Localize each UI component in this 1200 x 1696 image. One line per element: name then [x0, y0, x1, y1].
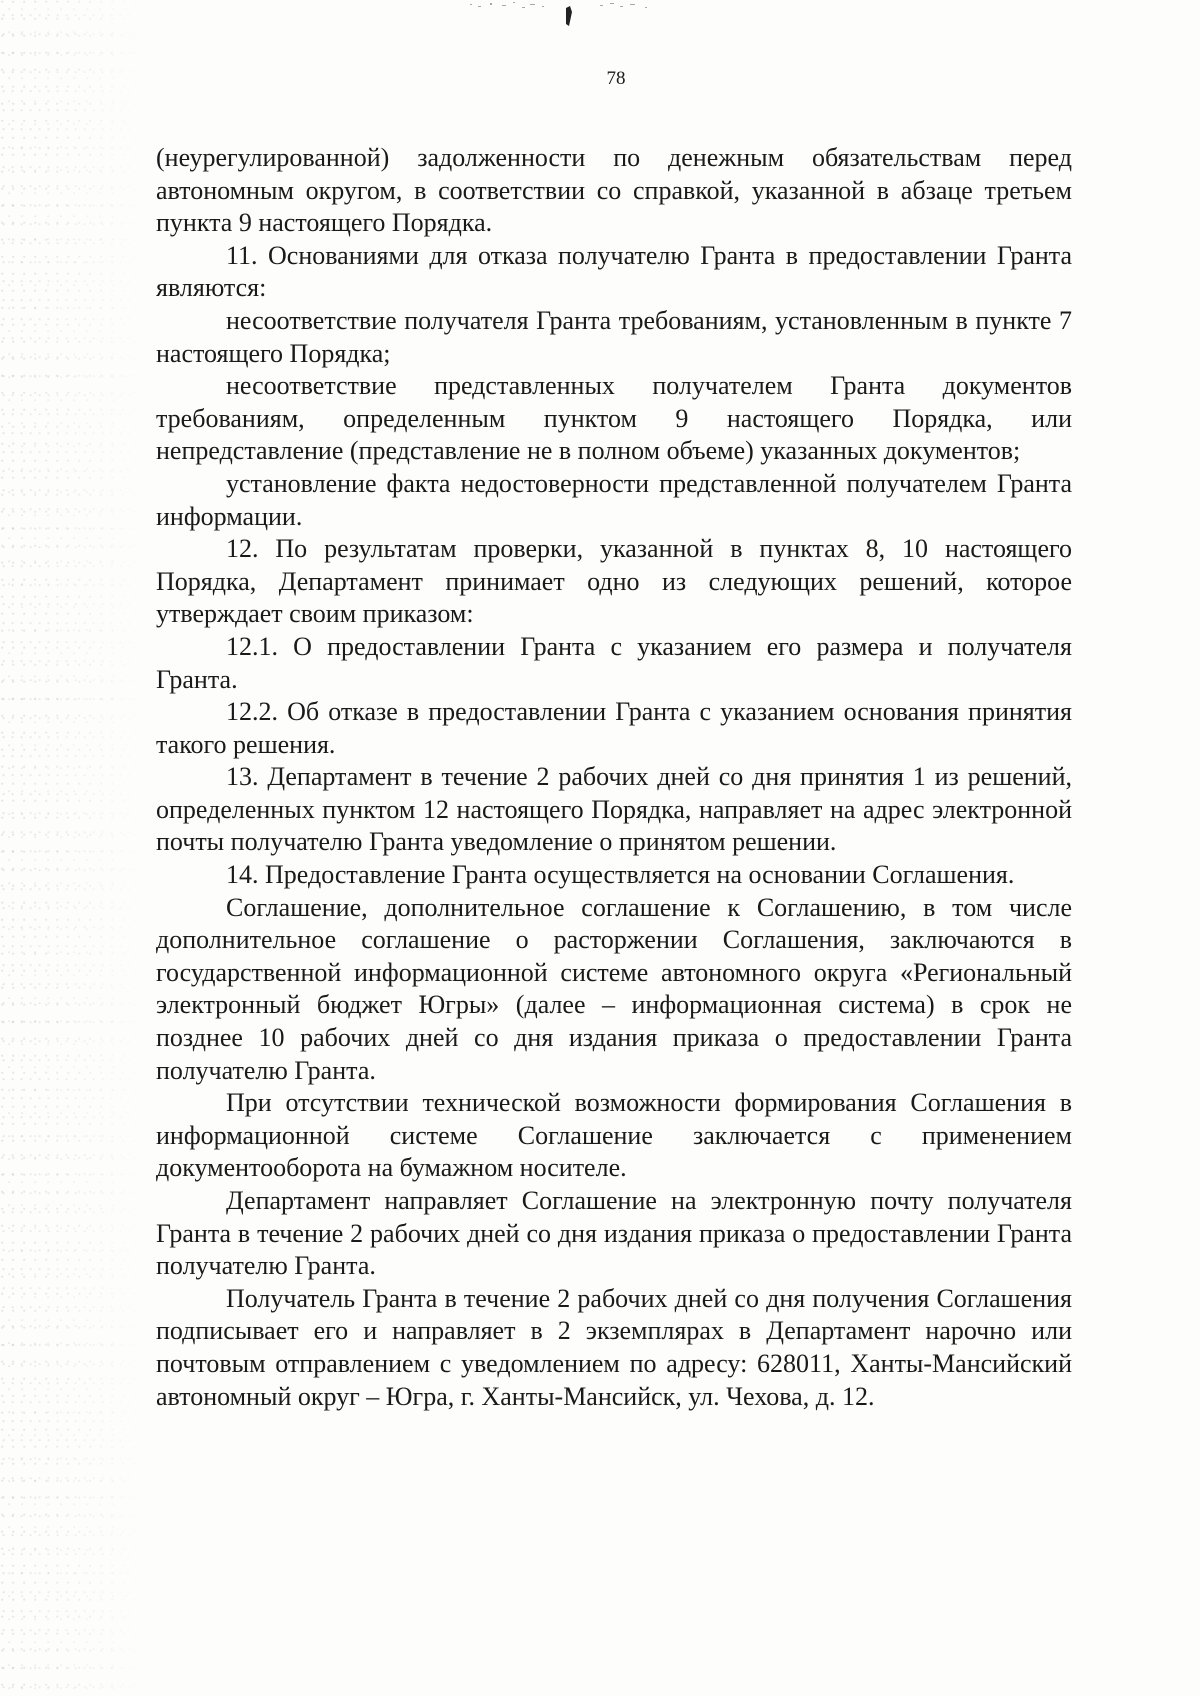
- scan-top-noise: [450, 0, 750, 30]
- document-body: [156, 142, 1072, 1413]
- paragraph: Соглашение, дополнительное соглашение к Соглашению, в том числе дополнительное соглашение о расторжении Соглашения, заключаются в государственной информационной системе автономного округа «Региональный электронный бюджет Югры» (далее – информационная система) в срок не позднее 10 рабочих дней со дня издания приказа о предоставлении Гранта получателю Гранта.: [156, 892, 1072, 1085]
- paragraph: 12. По результатам проверки, указанной в пунктах 8, 10 настоящего Порядка, Департамент принимает одно из следующих решений, которое утверждает своим приказом:: [156, 534, 1072, 629]
- paragraph: 11. Основаниями для отказа получателю Гранта в предоставлении Гранта являются:: [156, 240, 1072, 303]
- paragraph: установление факта недостоверности представленной получателем Гранта информации.: [156, 468, 1072, 531]
- paragraph: 12.2. Об отказе в предоставлении Гранта с указанием основания принятия такого решения.: [156, 697, 1072, 759]
- paragraph: несоответствие представленных получателем Гранта документов требованиям, определенным пунктом 9 настоящего Порядка, или непредставление (представление не в полном объеме) указанных документов;: [156, 371, 1072, 466]
- paragraph: 14. Предоставление Гранта осуществляется на основании Соглашения.: [226, 860, 1015, 890]
- paragraph: Департамент направляет Соглашение на электронную почту получателя Гранта в течение 2 рабочих дней со дня издания приказа о предоставлении Гранта получателю Гранта.: [156, 1186, 1072, 1281]
- paragraph: 13. Департамент в течение 2 рабочих дней со дня принятия 1 из решений, определенных пунктом 12 настоящего Порядка, направляет на адрес электронной почты получателю Гранта уведомление о принятом решении.: [156, 762, 1072, 857]
- scan-edge-noise: [0, 0, 150, 1696]
- paragraph: (неурегулированной) задолженности по денежным обязательствам перед автономным округом, в соответствии со справкой, указанной в абзаце третьем пункта 9 настоящего Порядка.: [156, 143, 1072, 238]
- paragraph: 12.1. О предоставлении Гранта с указанием его размера и получателя Гранта.: [156, 631, 1072, 694]
- page-number: 78: [606, 68, 626, 89]
- paragraph: При отсутствии технической возможности формирования Соглашения в информационной системе Соглашение заключается с применением документооборота на бумажном носителе.: [156, 1088, 1072, 1183]
- paragraph: несоответствие получателя Гранта требованиям, установленным в пункте 7 настоящего Порядка;: [156, 305, 1072, 368]
- paragraph: Получатель Гранта в течение 2 рабочих дней со дня получения Соглашения подписывает его и направляет в 2 экземплярах в Департамент нарочно или почтовым отправлением с уведомлением по адресу: 628011, Ханты-Мансийский автономный округ – Югра, г. Ханты-Мансийск, ул. Чехова, д. 12.: [156, 1283, 1072, 1411]
